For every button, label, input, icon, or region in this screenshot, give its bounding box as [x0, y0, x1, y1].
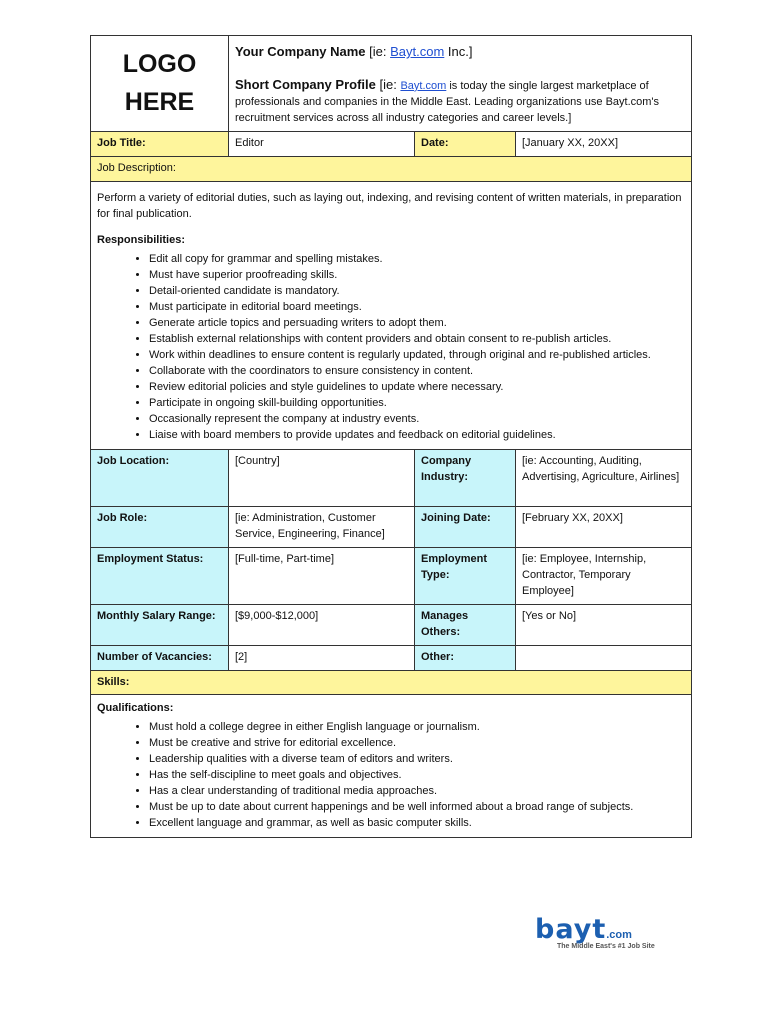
company-name-close: Inc.] [444, 44, 473, 59]
profile-text: is today the single largest marketplace of professionals and companies in the Middle East. Leading organizations use Bayt.com's recruitment services across all industry categories and career levels.] [235, 79, 660, 124]
salary-range-value: [$9,000-$12,000] [229, 604, 415, 645]
qualification-item: • Excellent language and grammar, as well as basic computer skills. [149, 815, 685, 831]
job-title-value: Editor [229, 132, 415, 157]
company-name [235, 43, 685, 62]
employment-type-label: Employment Type: [415, 547, 516, 604]
qualification-item: • Must be up to date about current happenings and be well informed about a broad range of subjects. [149, 799, 685, 815]
qualification-item: • Must be creative and strive for editorial excellence. [149, 735, 685, 751]
employment-status-label: Employment Status: [91, 547, 229, 604]
vacancies-label: Number of Vacancies: [91, 645, 229, 670]
responsibility-item: • Must participate in editorial board meetings. [149, 299, 685, 315]
joining-date-label: Joining Date: [415, 506, 516, 547]
company-industry-value: [ie: Accounting, Auditing, Advertising, Agriculture, Airlines] [516, 449, 692, 506]
job-location-label: Job Location: [91, 449, 229, 506]
manages-others-value: [Yes or No] [516, 604, 692, 645]
job-description-text: Perform a variety of editorial duties, such as laying out, indexing, and revising content of written materials, in preparation for final publication. [97, 191, 682, 220]
job-role-label: Job Role: [91, 506, 229, 547]
company-name-open: [ie: [369, 44, 391, 59]
job-title-label: Job Title: [91, 132, 229, 157]
qualification-item: • Must hold a college degree in either English language or journalism. [149, 719, 685, 735]
responsibilities-heading: Responsibilities: [97, 233, 186, 246]
employment-status-value: [Full-time, Part-time] [229, 547, 415, 604]
bayt-logo-brand: bayt [535, 914, 607, 945]
responsibility-item: • Establish external relationships with content providers and obtain consent to re-publish articles. [149, 331, 685, 347]
joining-date-value: [February XX, 20XX] [516, 506, 692, 547]
bayt-logo-tagline: The Middle East's #1 Job Site [557, 943, 655, 950]
form-table [90, 35, 692, 838]
qualification-item: • Leadership qualities with a diverse team of editors and writers. [149, 751, 685, 767]
logo-line-2: HERE [124, 87, 195, 116]
company-industry-label: Company Industry: [415, 449, 516, 506]
vacancies-value: [2] [229, 645, 415, 670]
manages-others-label: Manages Others: [415, 604, 516, 645]
responsibilities-list [97, 251, 685, 443]
date-label: Date: [415, 132, 516, 157]
qualification-item: • Has the self-discipline to meet goals and objectives. [149, 767, 685, 783]
profile-open: [ie: [375, 76, 401, 92]
responsibility-item: • Work within deadlines to ensure content is regularly updated, through original and re-published articles. [149, 347, 685, 363]
qualification-item: • Has a clear understanding of traditional media approaches. [149, 783, 685, 799]
responsibility-item: • Participate in ongoing skill-building opportunities. [149, 395, 685, 411]
company-name-link[interactable]: Bayt.com [390, 44, 445, 59]
responsibility-item: • Generate article topics and persuading writers to adopt them. [149, 315, 685, 331]
qualifications-list [97, 719, 685, 831]
company-profile [235, 76, 685, 127]
job-location-value: [Country] [229, 449, 415, 506]
responsibility-item: • Must have superior proofreading skills. [149, 267, 685, 283]
job-description-label: Job Description: [91, 156, 692, 181]
job-description-body [91, 181, 692, 449]
profile-label: Short Company Profile [235, 76, 376, 92]
responsibility-item: • Occasionally represent the company at industry events. [149, 411, 685, 427]
responsibility-item: • Liaise with board members to provide updates and feedback on editorial guidelines. [149, 427, 685, 443]
bayt-logo [535, 914, 685, 954]
profile-link[interactable]: Bayt.com [400, 79, 447, 92]
other-label: Other: [415, 645, 516, 670]
responsibility-item: • Collaborate with the coordinators to ensure consistency in content. [149, 363, 685, 379]
logo-placeholder [91, 36, 229, 132]
other-value [516, 645, 692, 670]
date-value: [January XX, 20XX] [516, 132, 692, 157]
logo-line-1: LOGO [122, 50, 197, 78]
company-header [229, 36, 692, 132]
skills-label: Skills: [91, 670, 692, 695]
qualifications-heading: Qualifications: [97, 702, 174, 715]
job-role-value: [ie: Administration, Customer Service, Engineering, Finance] [229, 506, 415, 547]
salary-range-label: Monthly Salary Range: [91, 604, 229, 645]
skills-body [91, 695, 692, 838]
employment-type-value: [ie: Employee, Internship, Contractor, Temporary Employee] [516, 547, 692, 604]
responsibility-item: • Review editorial policies and style guidelines to update where necessary. [149, 379, 685, 395]
bayt-logo-dotcom: .com [606, 929, 632, 941]
company-name-label: Your Company Name [235, 44, 366, 59]
responsibility-item: • Edit all copy for grammar and spelling mistakes. [149, 251, 685, 267]
responsibility-item: • Detail-oriented candidate is mandatory. [149, 283, 685, 299]
job-description-form [90, 35, 691, 838]
